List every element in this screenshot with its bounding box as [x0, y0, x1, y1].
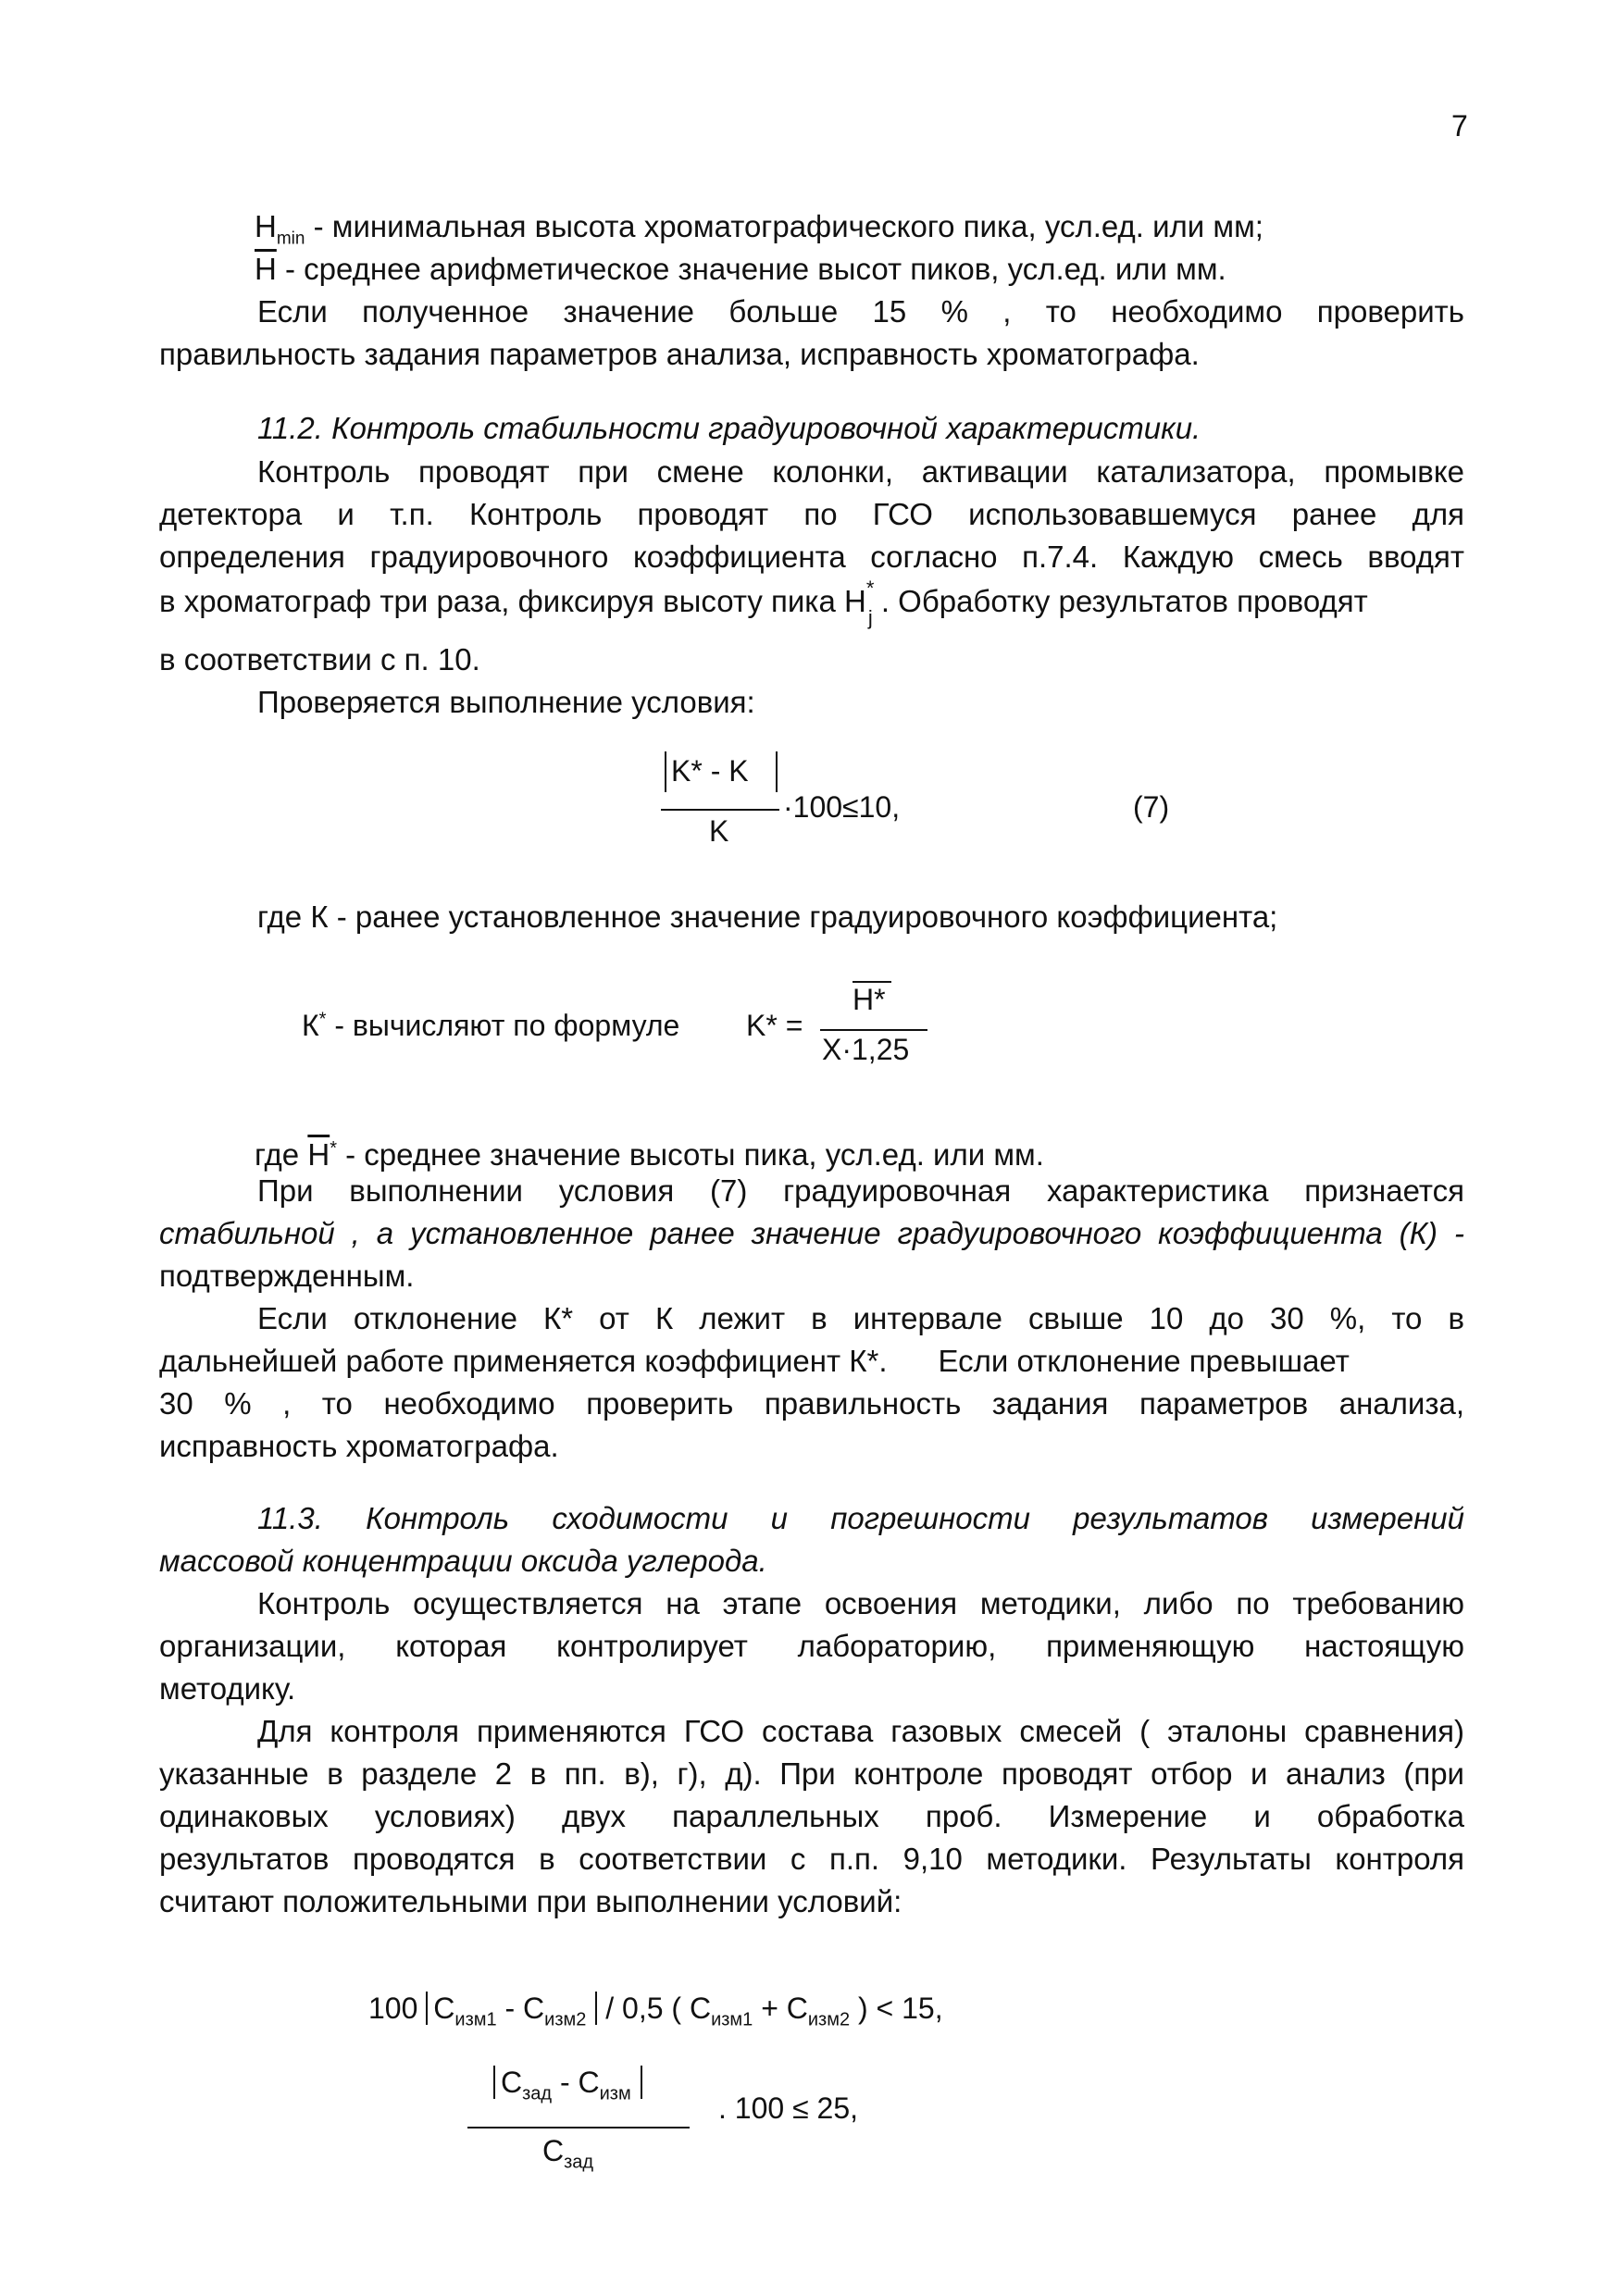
paragraph-line: считают положительными при выполнении условий:	[159, 1884, 902, 1918]
condition-2-denominator: $С_{зад}$	[542, 2134, 594, 2173]
paragraph-line: методику.	[159, 1671, 296, 1706]
subscript-j: j	[867, 606, 873, 629]
line-text: где	[255, 1137, 308, 1172]
formula-7-rhs: ·100≤10,	[783, 790, 901, 824]
paragraph-line: исправность хроматографа.	[159, 1429, 559, 1463]
condition-1: 100 $С_{изм1} - С_{изм2} / 0,5$ ( $С_{изм1} + С_{изм2}$ ) < 15,	[368, 1992, 943, 2030]
page-number: 7	[1451, 109, 1468, 143]
kstar-numerator: H*	[853, 983, 886, 1016]
paragraph-line: результатов проводятся в соответствии с п.п. 9,10 методики. Результаты контроля	[159, 1842, 1464, 1876]
paragraph-line: Проверяется выполнение условия:	[257, 685, 755, 719]
paragraph-line: указанные в разделе 2 в пп. в), г), д). При контроле проводят отбор и анализ (при	[159, 1756, 1464, 1791]
condition-2-rhs: . 100 ≤ 25,	[718, 2091, 858, 2125]
formula-7-label: (7)	[1133, 790, 1170, 824]
superscript-star: *	[865, 577, 875, 600]
line-text: . Обработку результатов проводят	[880, 584, 1368, 618]
paragraph-line: стабильной , а установленное ранее значение градуировочного коэффициента (К) -	[159, 1216, 1464, 1250]
section-heading-11-3-cont: массовой концентрации оксида углерода.	[159, 1544, 767, 1578]
formula-7-denominator: K	[709, 814, 729, 848]
paragraph-line: Если отклонение К* от К лежит в интервале свыше 10 до 30 %, то в	[257, 1301, 1464, 1335]
paragraph-line: где К - ранее установленное значение градуировочного коэффициента;	[257, 900, 1278, 934]
section-heading-11-3: 11.3. Контроль сходимости и погрешности результатов измерений	[257, 1501, 1464, 1535]
paragraph-line: одинаковых условиях) двух параллельных проб. Измерение и обработка	[159, 1799, 1464, 1833]
paragraph-line: подтвержденным.	[159, 1259, 415, 1293]
kstar-lhs: K* =	[746, 1009, 803, 1042]
paragraph-line	[159, 577, 1464, 629]
paragraph-line: в соответствии с п. 10.	[159, 642, 480, 676]
kstar-label: К* - вычисляют по формуле	[302, 1009, 680, 1042]
paragraph-line: правильность задания параметров анализа, исправность хроматографа.	[159, 337, 1200, 371]
line-text: в хроматограф три раза, фиксируя высоту пика H	[159, 584, 866, 618]
paragraph-line: Контроль осуществляется на этапе освоения методики, либо по требованию	[257, 1586, 1464, 1620]
condition-2-numerator: $С_{зад} - С_{изм}$	[493, 2066, 642, 2104]
paragraph-line: 30 % , то необходимо проверить правильность задания параметров анализа,	[159, 1386, 1464, 1421]
hstar-superscript: *	[330, 1138, 337, 1159]
hbar-symbol: $\overline{H}$	[255, 252, 277, 286]
hmin-text: - минимальная высота хроматографического пика, усл.ед. или мм;	[305, 209, 1263, 243]
hmin-symbol: H	[255, 209, 277, 243]
paragraph-line: Для контроля применяются ГСО состава газовых смесей ( эталоны сравнения)	[257, 1714, 1464, 1748]
paragraph-line: организации, которая контролирует лабораторию, применяющую настоящую	[159, 1629, 1464, 1663]
hmin-subscript: min	[276, 229, 305, 249]
hbar-definition	[255, 248, 1462, 291]
paragraph-line: определения градуировочного коэффициента согласно п.7.4. Каждую смесь вводят	[159, 540, 1464, 574]
hstar-symbol: $\overline{H}$	[307, 1137, 330, 1172]
paragraph-line: дальнейшей работе применяется коэффициент К*. Если отклонение превышает	[159, 1344, 1350, 1378]
formula-7-numerator: K* - K	[671, 754, 749, 788]
paragraph-line: При выполнении условия (7) градуировочная характеристика признается	[257, 1173, 1464, 1208]
paragraph-line: Контроль проводят при смене колонки, активации катализатора, промывке	[257, 454, 1464, 489]
line-text: - среднее значение высоты пика, усл.ед. или мм.	[336, 1137, 1044, 1172]
paragraph-line: детектора и т.п. Контроль проводят по ГСО использовавшемуся ранее для	[159, 497, 1464, 531]
paragraph-line: Если полученное значение больше 15 % , то необходимо проверить	[257, 294, 1464, 329]
section-heading-11-2: 11.2. Контроль стабильности градуировочной характеристики.	[257, 411, 1201, 445]
hbar-text: - среднее арифметическое значение высот пиков, усл.ед. или мм.	[276, 252, 1226, 286]
kstar-denominator: X·1,25	[822, 1033, 910, 1066]
